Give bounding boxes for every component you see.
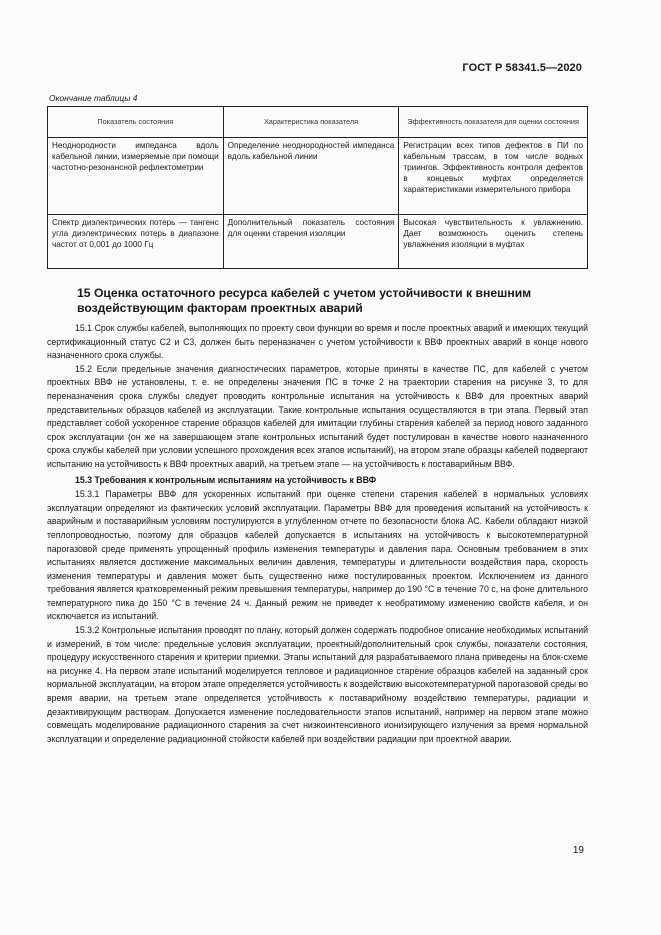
paragraph-15-1: 15.1 Срок службы кабелей, выполняющих по проекту свои функции во время и после проектных аварий и имеющих текущий сертификационный статус C2 и C3, должен быть переназначен с учетом устойчивости к ВВФ проектных аварий в конце нового назначенного срока службы. (47, 323, 588, 361)
table-cell: Высокая чувствительность к увлажнению. Дает возможность оценить степень увлажнения изоляции в муфтах (399, 215, 588, 269)
column-header: Эффективность показателя для оценки состояния (399, 107, 588, 138)
column-header: Показатель состояния (48, 107, 224, 138)
paragraph-15-2: 15.2 Если предельные значения диагностических параметров, которые приняты в качестве ПС, для кабелей с учетом проектных ВВФ не установлены, т. е. не определены значения ПС в точке 2 на траектории старения на рисунке 3, то для переназначения срока службы следует проводить контрольные испытания на устойчивость к ВВФ для проектных аварий представительных образцов кабелей из эксплуатации. Такие контрольные испытания осуществляются в три этапа. Первый этап представляет собой ускоренное старение образцов кабелей для имитации глубины старения кабелей за период нового заданного срок эксплуатации (он же на завершающем этапе контрольных испытаний будет постулирован в качестве нового назначенного срока службы кабелей при условии успешного прохождения всех этапов испытаний), на втором этапе образцы кабелей подвергают испытанию на устойчивость к ВВФ проектных аварий, на третьем этапе — на устойчивость к поставарийным ВВФ. (47, 363, 588, 469)
column-header: Характеристика показателя (223, 107, 399, 138)
table-cell: Спектр диэлектрических потерь — тангенс угла диэлектрических потерь в диапазоне частот от 0,001 до 1000 Гц (48, 215, 224, 269)
table-cell: Определение неоднородностей импеданса вдоль кабельной линии (223, 138, 399, 215)
table-cell: Неоднородности импеданса вдоль кабельной линии, измеряемые при помощи частотно-резонансной рефлектометрии (48, 138, 224, 215)
table-row (48, 138, 588, 215)
table-cell: Дополнительный показатель состояния для оценки старения изоляции (223, 215, 399, 269)
table-caption: Окончание таблицы 4 (49, 93, 138, 103)
table-row (48, 215, 588, 269)
subsection-heading-15-3: 15.3 Требования к контрольным испытаниям на устойчивость к ВВФ (75, 474, 377, 485)
page-number: 19 (572, 845, 584, 856)
document-id: ГОСТ Р 58341.5—2020 (462, 62, 582, 74)
section-body (47, 322, 588, 746)
section-heading: 15 Оценка остаточного ресурса кабелей с учетом устойчивости к внешним воздействующим факторам проектных аварий (77, 286, 532, 315)
paragraph-15-3-2: 15.3.2 Контрольные испытания проводят по плану, который должен содержать подробное описание необходимых испытаний и измерений, в том числе: предельные условия эксплуатации, проектный/дополнительный срок службы, показатели состояния, процедуру искусственного старения и критерии приемки. Этапы испытаний для разрабатываемого плана приведены на блок-схеме на рисунке 4. На первом этапе испытаний моделируется тепловое и радиационное старение образцов кабелей на заданный срок нормальной эксплуатации, на втором этапе определяется устойчивость к воздействию высокотемпературной парогазовой среды во время аварии, на третьем этапе определяется устойчивость к поставарийному воздействию температуры, радиации и дезактивирующим растворам. Допускается изменение последовательности этапов испытаний, например на первом этапе можно совмещать моделирование радиационного старения за счет низкоинтенсивного ионизирующего излучения за время нормальной эксплуатации и определение радиационной стойкости кабелей при воздействии радиации при проектной аварии. (47, 625, 588, 744)
paragraph-15-3-1: 15.3.1 Параметры ВВФ для ускоренных испытаний при оценке степени старения кабелей в нормальных условиях эксплуатации определяют из фактических условий эксплуатации. Параметры ВВФ для проведения испытаний на устойчивость к аварийным и поставарийным условиям постулируются в углубленном отчете по безопасности блока АС. Кабели обладают низкой теплопроводностью, поэтому для образцов кабелей допускается в испытаниях на устойчивость к высокотемпературной парогазовой среде применять упрощенный профиль изменения температуры и давления пара. Основным требованием в этих испытаниях является достижение максимальных величин давления, температуры и длительности воздействия пара, скорость изменения температуры и давления может быть существенно ниже постулированных проектом. Исключением из данного требования является кратковременный режим превышения температуры, например до 190 °C в течение 70 с, на фоне длительного температурного пика до 150 °C в течение 24 ч. Данный режим не приведет к необратимому изменению свойств кабеля, и он исключается из испытаний. (47, 489, 588, 622)
condition-indicators-table (47, 106, 588, 269)
table-header-row (48, 107, 588, 138)
table-cell: Регистрации всех типов дефектов в ПИ по кабельным трассам, в том числе водных триингов. Эффективность контроля дефектов в концевых муфтах определяется характеристиками измерительного прибора (399, 138, 588, 215)
